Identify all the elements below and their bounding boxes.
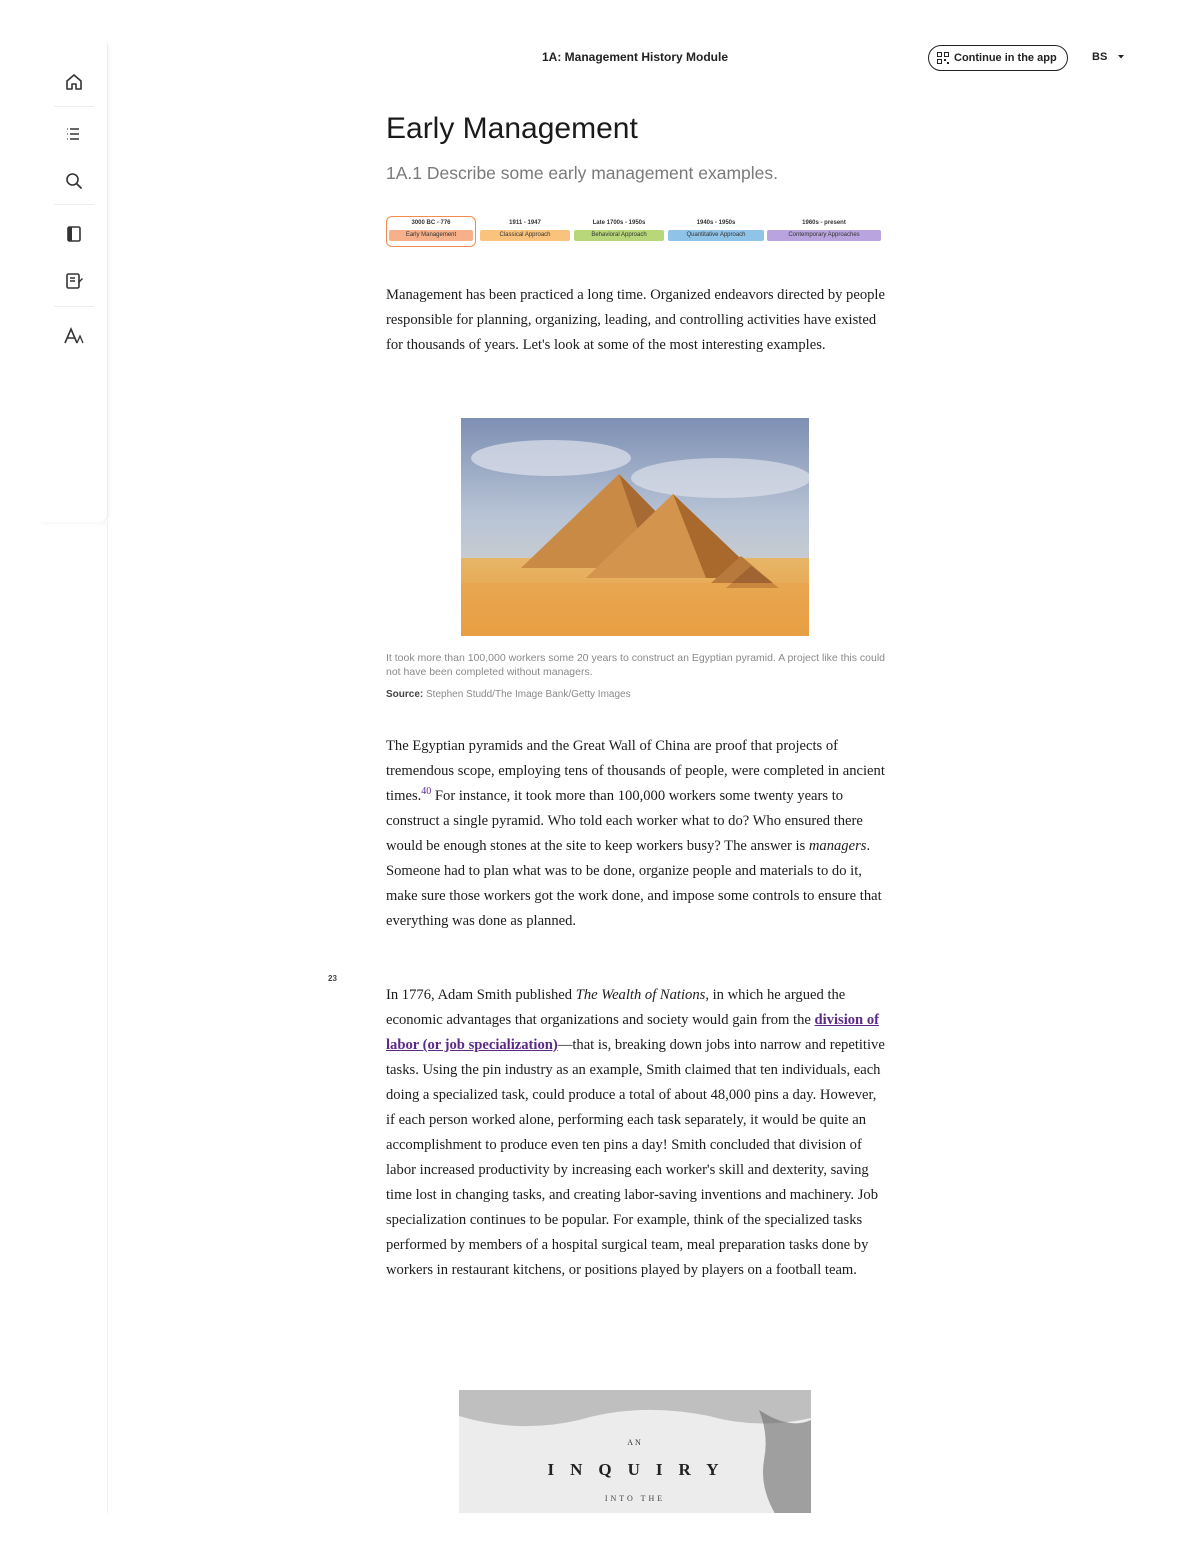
panel-button[interactable] xyxy=(54,214,94,254)
paragraph-text: In 1776, Adam Smith published xyxy=(386,987,576,1003)
timeline-label: Early Management xyxy=(389,230,473,241)
text-settings-icon xyxy=(63,326,85,346)
continue-in-app-button[interactable] xyxy=(928,45,1068,71)
emphasis-text: managers xyxy=(808,838,867,854)
timeline-date: 3000 BC - 776 xyxy=(411,220,451,226)
title-page-line: INQUIRY xyxy=(547,1460,735,1479)
notebook-icon xyxy=(64,271,84,291)
timeline-label: Classical Approach xyxy=(480,230,570,241)
pyramids-photo xyxy=(461,418,809,636)
timeline-item xyxy=(767,218,881,246)
search-button[interactable] xyxy=(54,161,94,201)
search-icon xyxy=(64,171,84,191)
panel-icon xyxy=(64,224,84,244)
text-settings-button[interactable] xyxy=(54,316,94,356)
division-of-labor-paragraph xyxy=(386,983,886,1283)
sidebar-edge xyxy=(40,522,108,1513)
home-icon xyxy=(64,72,84,92)
page-number-marker: 23 xyxy=(328,974,337,983)
timeline-label: Contemporary Approaches xyxy=(767,230,881,241)
notebook-button[interactable] xyxy=(54,261,94,301)
list-icon xyxy=(64,124,84,144)
timeline-label: Behavioral Approach xyxy=(574,230,664,241)
sidebar-divider xyxy=(54,106,94,107)
management-timeline xyxy=(386,218,881,246)
user-menu[interactable] xyxy=(1092,51,1125,63)
figure-source xyxy=(386,689,886,700)
user-initials: BS xyxy=(1092,51,1108,63)
paragraph-text: —that is, breaking down jobs into narrow and repetitive tasks. Using the pin industry as an example, Smith claimed that ten individuals, each doing a specialized task, could produce a total of about 48,000 pins a day. However, if each person worked alone, performing each task separately, it would be quite an accomplishment to produce even ten pins a day! Smith concluded that division of labor increased productivity by increasing each worker's skill and dexterity, saving time lost in changing tasks, and creating labor-saving inventions and machinery. Job specialization continues to be popular. For example, think of the specialized tasks performed by members of a hospital surgical team, meal preparation tasks done by workers in restaurant kitchens, or positions played by players on a football team. xyxy=(386,1037,885,1278)
sidebar xyxy=(40,44,108,522)
module-title: 1A: Management History Module xyxy=(541,50,729,64)
table-of-contents-button[interactable] xyxy=(54,114,94,154)
glossary-term-link[interactable]: division of labor (or job specialization) xyxy=(386,1012,879,1053)
timeline-date: 1911 - 1947 xyxy=(509,220,541,226)
timeline-item xyxy=(668,218,764,246)
timeline-date: Late 1700s - 1950s xyxy=(592,220,646,226)
paragraph-text: The Egyptian pyramids and the Great Wall of China are proof that projects of tremendous scope, employing tens of thousands of people, were completed in ancient times. xyxy=(386,738,885,804)
continue-label: Continue in the app xyxy=(954,52,1057,64)
learning-objective: 1A.1 Describe some early management examples. xyxy=(386,163,778,183)
timeline-date: 1940s - 1950s xyxy=(696,220,736,226)
title-page-line: AN xyxy=(627,1438,643,1447)
qr-code-icon xyxy=(937,52,949,64)
sidebar-divider xyxy=(54,306,94,307)
timeline-date: 1960s - present xyxy=(802,220,846,226)
timeline-item xyxy=(574,218,664,246)
pyramids-paragraph xyxy=(386,734,886,934)
timeline-item xyxy=(386,216,476,247)
title-page-line: INTO THE xyxy=(604,1494,666,1503)
intro-paragraph: Management has been practiced a long time. Organized endeavors directed by people responsible for planning, organizing, leading, and controlling activities have existed for thousands of years. Let's look at some of the most interesting examples. xyxy=(386,287,885,353)
book-title: The Wealth of Nations xyxy=(575,987,706,1003)
timeline-label: Quantitative Approach xyxy=(668,230,764,241)
app-frame xyxy=(40,40,1160,1513)
paragraph-text: For instance, it took more than 100,000 workers some twenty years to construct a single pyramid. Who told each worker what to do? Who ensured there would be enough stones at the site to keep workers busy? The answer is xyxy=(386,788,863,854)
source-label: Source: xyxy=(386,689,424,700)
page-title: Early Management xyxy=(386,112,638,145)
source-text: Stephen Studd/The Image Bank/Getty Images xyxy=(426,689,631,700)
timeline-item xyxy=(480,218,570,246)
home-button[interactable] xyxy=(54,62,94,102)
chevron-down-icon xyxy=(1117,54,1125,60)
paragraph-text: , in which he argued the economic advantages that organizations and society would gain from the xyxy=(386,987,846,1028)
wealth-of-nations-title-page xyxy=(459,1390,811,1513)
figure-caption: It took more than 100,000 workers some 20 years to construct an Egyptian pyramid. A project like this could not have been completed without managers. xyxy=(386,652,886,678)
footnote-link[interactable]: 40 xyxy=(421,786,432,798)
paragraph-text: . Someone had to plan what was to be done, organize people and materials to do it, make sure those workers got the work done, and impose some controls to ensure that everything was done as planned. xyxy=(386,838,882,929)
sidebar-divider xyxy=(54,204,94,205)
